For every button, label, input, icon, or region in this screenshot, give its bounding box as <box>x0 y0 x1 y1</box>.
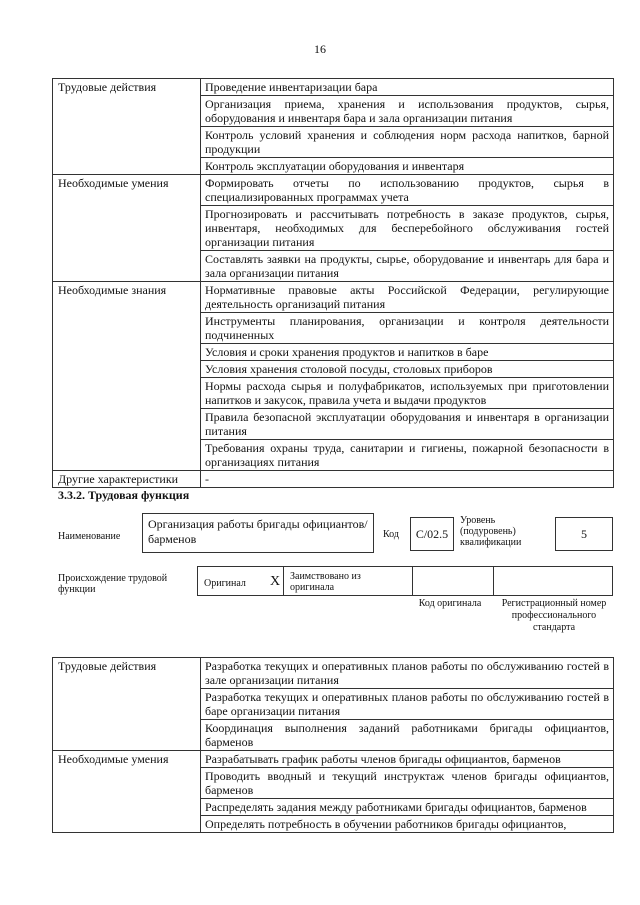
table-row <box>53 471 614 488</box>
row-item: Формировать отчеты по использованию продуктов, сырья в специализированных программах учета <box>201 175 614 206</box>
table-row <box>53 751 614 768</box>
original-label: Оригинал <box>204 578 246 589</box>
divider <box>412 567 413 595</box>
row-item: Нормы расхода сырья и полуфабрикатов, используемых при приготовлении напитков и закусок, правила учета и выдачи продуктов <box>201 378 614 409</box>
row-category: Необходимые знания <box>53 282 201 471</box>
table-row <box>53 175 614 206</box>
table-row <box>53 658 614 689</box>
row-item: Требования охраны труда, санитарии и гигиены, пожарной безопасности в организациях питания <box>201 440 614 471</box>
section-title: 3.3.2. Трудовая функция <box>58 488 190 502</box>
requirements-table-1 <box>52 78 614 488</box>
row-item: Составлять заявки на продукты, сырье, оборудование и инвентарь для бара и зала организации питания <box>201 251 614 282</box>
table-row <box>53 282 614 313</box>
row-item: Условия хранения столовой посуды, столовых приборов <box>201 361 614 378</box>
level-value: 5 <box>581 527 587 541</box>
function-name-box <box>142 513 374 553</box>
code-label: Код <box>383 529 399 540</box>
row-item: Контроль эксплуатации оборудования и инвентаря <box>201 158 614 175</box>
level-label: Уровень (подуровень) квалификации <box>460 515 522 548</box>
row-item: Организация приема, хранения и использования продуктов, сырья, оборудования и инвентаря бара и зала организации питания <box>201 96 614 127</box>
table-row <box>53 79 614 96</box>
row-category: Трудовые действия <box>53 658 201 751</box>
row-item: Проведение инвентаризации бара <box>201 79 614 96</box>
row-item: Определять потребность в обучении работников бригады официантов, <box>201 816 614 833</box>
row-item: Условия и сроки хранения продуктов и напитков в баре <box>201 344 614 361</box>
row-item: Разрабатывать график работы членов бригады официантов, барменов <box>201 751 614 768</box>
row-category: Необходимые умения <box>53 175 201 282</box>
code-value: С/02.5 <box>415 527 449 541</box>
reg-number-caption: Регистрационный номер профессионального стандарта <box>501 598 607 633</box>
level-box <box>555 517 613 551</box>
row-item: Координация выполнения заданий работниками бригады официантов, барменов <box>201 720 614 751</box>
origin-row <box>197 566 613 596</box>
row-item: Разработка текущих и оперативных планов работы по обслуживанию гостей в баре организации питания <box>201 689 614 720</box>
divider <box>493 567 494 595</box>
requirements-table-2 <box>52 657 614 833</box>
original-mark: X <box>270 574 281 589</box>
page-number: 16 <box>314 42 326 56</box>
row-item: Проводить вводный и текущий инструктаж членов бригады официантов, барменов <box>201 768 614 799</box>
function-name-value: Организация работы бригады официантов/барменов <box>148 517 368 546</box>
row-item: Контроль условий хранения и соблюдения норм расхода напитков, барной продукции <box>201 127 614 158</box>
code-original-caption: Код оригинала <box>418 598 482 609</box>
row-item: - <box>201 471 614 488</box>
divider <box>283 567 284 595</box>
row-item: Правила безопасной эксплуатации оборудования и инвентаря в организации питания <box>201 409 614 440</box>
row-item: Инструменты планирования, организации и контроля деятельности подчиненных <box>201 313 614 344</box>
row-category: Необходимые умения <box>53 751 201 833</box>
row-item: Нормативные правовые акты Российской Федерации, регулирующие деятельность организаций питания <box>201 282 614 313</box>
origin-label: Происхождение трудовой функции <box>58 573 168 595</box>
code-box <box>410 517 454 551</box>
row-category: Другие характеристики <box>53 471 201 488</box>
row-item: Разработка текущих и оперативных планов работы по обслуживанию гостей в зале организации питания <box>201 658 614 689</box>
row-item: Распределять задания между работниками бригады официантов, барменов <box>201 799 614 816</box>
row-item: Прогнозировать и рассчитывать потребность в заказе продуктов, сырья, инвентаря, необходимых для бесперебойного обслуживания гостей организации питания <box>201 206 614 251</box>
function-name-label: Наименование <box>58 531 121 542</box>
borrowed-label: Заимствовано из оригинала <box>290 571 361 593</box>
row-category: Трудовые действия <box>53 79 201 175</box>
